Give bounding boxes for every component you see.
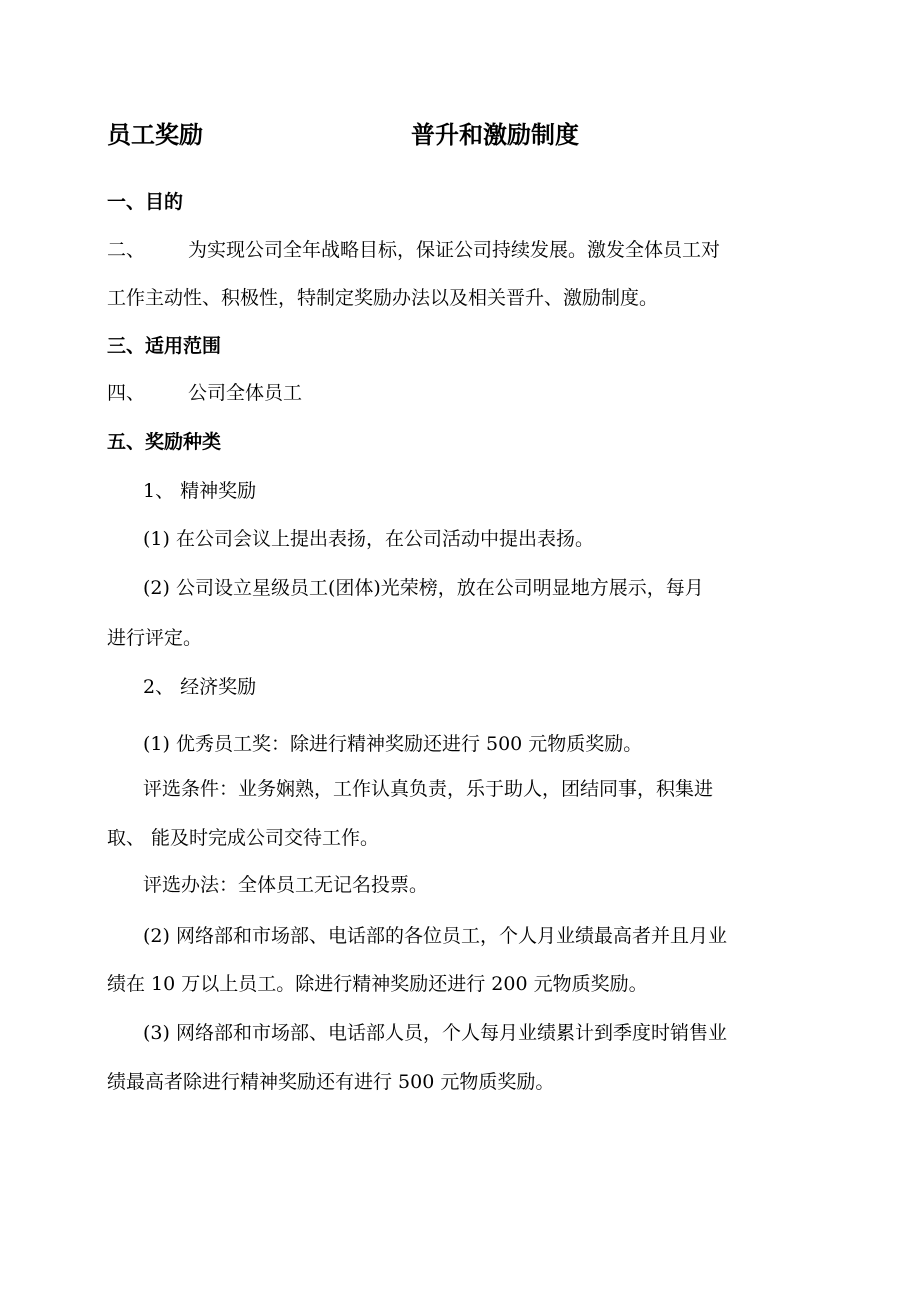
spiritual-item-2-line-1: (2) 公司设立星级员工(团体)光荣榜，放在公司明显地方展示，每月 <box>143 577 704 599</box>
section-2-prefix: 二、 <box>107 239 146 261</box>
economic-item-3-line-2: 绩最高者除进行精神奖励还有进行 500 元物质奖励。 <box>107 1071 555 1093</box>
doc-left-title: 员工奖励 <box>107 120 203 149</box>
economic-item-2-line-2: 绩在 10 万以上员工。除进行精神奖励还进行 200 元物质奖励。 <box>107 973 648 995</box>
purpose-text-line-1: 为实现公司全年战略目标，保证公司持续发展。激发全体员工对 <box>188 239 721 261</box>
spiritual-item-2-line-2: 进行评定。 <box>107 627 203 649</box>
economic-item-3-line-1: (3) 网络部和市场部、电话部人员，个人每月业绩累计到季度时销售业 <box>143 1022 727 1044</box>
section-reward-types-heading: 五、奖励种类 <box>107 431 222 453</box>
spiritual-reward-heading: 1、 精神奖励 <box>143 480 257 502</box>
section-4-prefix: 四、 <box>107 382 146 404</box>
economic-item-2-line-1: (2) 网络部和市场部、电话部的各位员工，个人月业绩最高者并且月业 <box>143 925 727 947</box>
selection-method: 评选办法：全体员工无记名投票。 <box>143 874 429 896</box>
selection-criteria-line-1: 评选条件：业务娴熟，工作认真负责，乐于助人，团结同事，积集进 <box>143 778 714 800</box>
spiritual-item-1: (1) 在公司会议上提出表扬，在公司活动中提出表扬。 <box>143 528 594 550</box>
section-scope-heading: 三、适用范围 <box>107 335 222 357</box>
economic-reward-heading: 2、 经济奖励 <box>143 676 257 698</box>
purpose-text-line-2: 工作主动性、积极性，特制定奖励办法以及相关晋升、激励制度。 <box>107 287 659 309</box>
economic-item-1: (1) 优秀员工奖：除进行精神奖励还进行 500 元物质奖励。 <box>143 733 643 755</box>
scope-text: 公司全体员工 <box>188 382 303 404</box>
doc-main-title: 普升和激励制度 <box>411 120 579 149</box>
section-purpose-heading: 一、目的 <box>107 191 184 213</box>
selection-criteria-line-2: 取、 能及时完成公司交待工作。 <box>107 827 380 849</box>
